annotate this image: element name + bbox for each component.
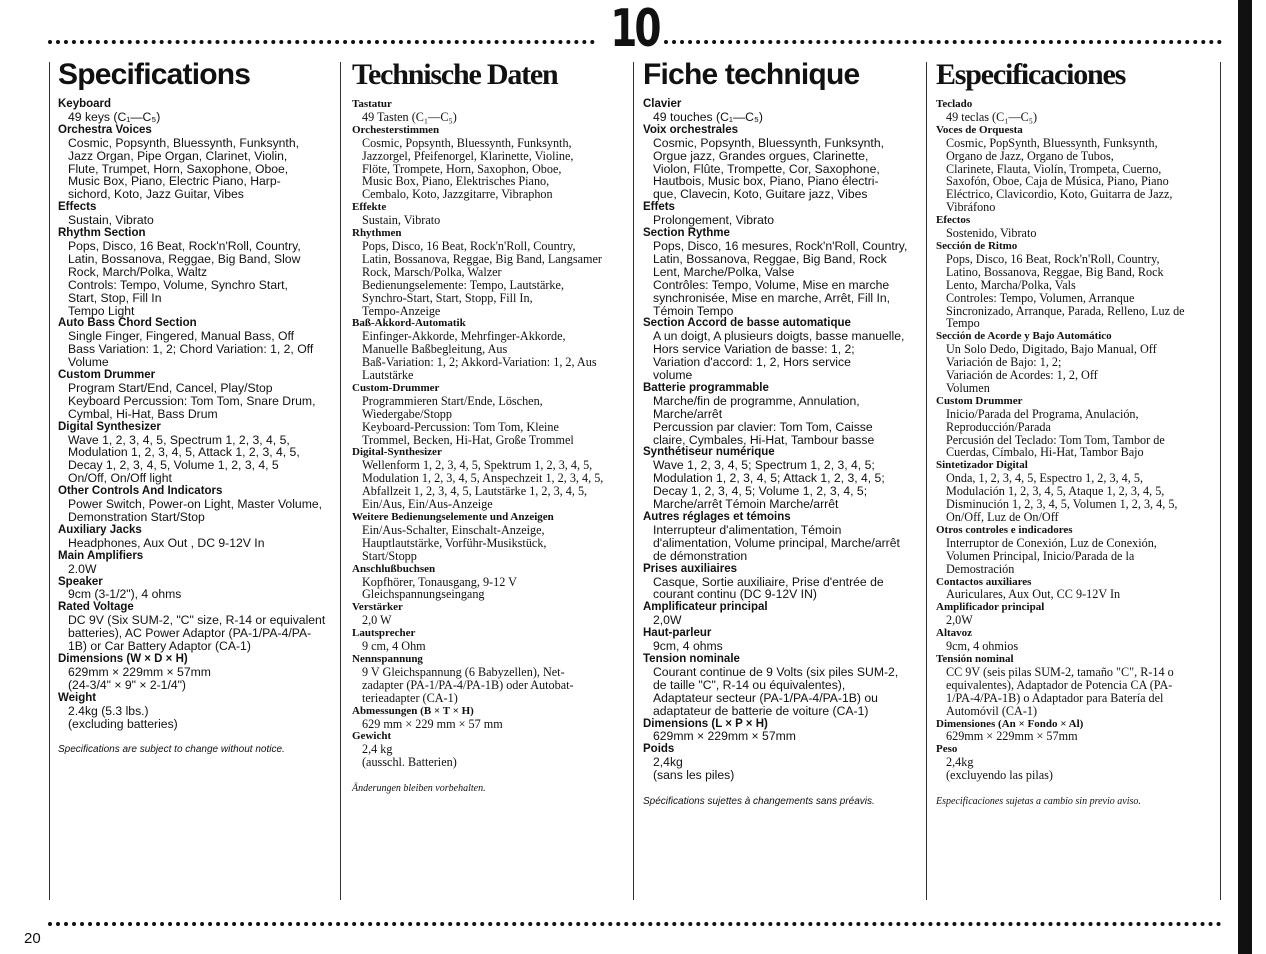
spec-value: Auriculares, Aux Out, CC 9-12V In bbox=[946, 587, 1121, 602]
spec-heading: Digital Synthesizer bbox=[58, 420, 161, 433]
spec-value: Pops, Disco, 16 Beat, Rock'n'Roll, Country, Latin, Bossanova, Reggae, Big Band, Slow Rock, March/Polka, Waltz Controls: Tempo, Volume, Synchro Start, Start, Stop, Fill In Tempo Light bbox=[68, 238, 301, 318]
spec-heading: Tastatur bbox=[352, 98, 392, 110]
spec-value: 9 cm, 4 Ohm bbox=[362, 639, 426, 654]
spec-heading: Rated Voltage bbox=[58, 601, 134, 614]
spec-value: Interruptor de Conexión, Luz de Conexión, Volumen Principal, Inicio/Parada de la Demostración bbox=[946, 535, 1157, 576]
spec-value: 9 V Gleichspannung (6 Babyzellen), Net- zadapter (PA-1/PA-4/PA-1B) oder Autobat- terieadapter (CA-1) bbox=[362, 664, 574, 705]
column-rule bbox=[340, 62, 341, 900]
spec-value: Cosmic, Popsynth, Bluessynth, Funksynth, Orgue jazz, Grandes orgues, Clarinette, Violon, Flûte, Trompette, Cor, Saxophone, Hautbois, Music box, Piano, Piano électri- que, Clavecin, Koto, Guitare jazz, Vibes bbox=[653, 135, 884, 202]
spec-heading: Baß-Akkord-Automatik bbox=[352, 317, 466, 330]
spec-heading: Poids bbox=[643, 743, 675, 756]
spec-heading: Dimensiones (An × Fondo × Al) bbox=[936, 717, 1084, 730]
spec-heading: Prises auxiliaires bbox=[643, 562, 737, 575]
spec-value: Casque, Sortie auxiliaire, Prise d'entrée de courant continu (DC 9-12V IN) bbox=[653, 574, 884, 602]
spec-heading: Voces de Orquesta bbox=[936, 123, 1023, 136]
spec-value: Sustain, Vibrato bbox=[362, 213, 441, 228]
spec-value: 2,0W bbox=[946, 613, 973, 628]
spec-value: Un Solo Dedo, Digitado, Bajo Manual, Off Variación de Bajo: 1, 2; Variación de Acordes: 1, 2, Off Volumen bbox=[946, 342, 1157, 395]
spec-heading: Tension nominale bbox=[643, 652, 740, 665]
spec-value: Ein/Aus-Schalter, Einschalt-Anzeige, Hauptlautstärke, Vorführ-Musikstück, Start/Stopp bbox=[362, 522, 547, 563]
spec-value: 9cm, 4 ohmios bbox=[946, 639, 1019, 654]
spec-value: Programmieren Start/Ende, Löschen, Wiedergabe/Stopp Keyboard-Percussion: Tom Tom, Kleine Trommel, Becken, Hi-Hat, Große Trommel bbox=[362, 393, 574, 447]
spec-value: 629mm × 229mm × 57mm bbox=[946, 729, 1078, 744]
spec-value: DC 9V (Six SUM-2, "C" size, R-14 or equivalent batteries), AC Power Adaptor (PA-1/PA-4/PA- 1B) or Car Battery Adaptor (CA-1) bbox=[68, 613, 326, 654]
spec-heading: Synthétiseur numérique bbox=[643, 446, 775, 459]
spec-value: 2.4kg (5.3 lbs.) (excluding batteries) bbox=[68, 703, 178, 731]
top-dotted-rule-right bbox=[664, 40, 1222, 44]
spec-heading: Lautsprecher bbox=[352, 627, 416, 640]
spec-heading: Keyboard bbox=[58, 98, 112, 110]
spec-value: 629 mm × 229 mm × 57 mm bbox=[362, 716, 503, 731]
spec-heading: Gewicht bbox=[352, 730, 392, 743]
column-title: Fiche technique bbox=[643, 58, 860, 91]
bottom-dotted-rule bbox=[48, 922, 1222, 926]
spec-value: Pops, Disco, 16 mesures, Rock'n'Roll, Country, Latin, Bossanova, Reggae, Big Band, Rock Lent, Marche/Polka, Valse Contrôles: Tempo, Volume, Mise en marche synchronisée, Mise en marche, Arrêt, Fill In, Témoin Tempo bbox=[653, 238, 908, 318]
spec-value: CC 9V (seis pilas SUM-2, tamaño "C", R-14 o equivalentes), Adaptador de Potencia CA (PA- 1/PA-4/PA-1B) o Adaptador para Batería del Automóvil (CA-1) bbox=[946, 664, 1174, 718]
spec-heading: Custom-Drummer bbox=[352, 381, 440, 394]
column-title: Especificaciones bbox=[936, 58, 1126, 91]
spec-value: 9cm (3-1/2"), 4 ohms bbox=[68, 587, 182, 602]
spec-value: 2,4kg (excluyendo las pilas) bbox=[946, 755, 1053, 783]
column-rule bbox=[49, 62, 50, 900]
top-dotted-rule bbox=[48, 40, 595, 44]
spec-heading: Section Rythme bbox=[643, 227, 730, 240]
change-notice: Spécifications sujettes à changements sans préavis. bbox=[643, 796, 875, 808]
spec-heading: Dimensions (W × D × H) bbox=[58, 652, 188, 665]
spec-value: Onda, 1, 2, 3, 4, 5, Espectro 1, 2, 3, 4, 5, Modulación 1, 2, 3, 4, 5, Ataque 1, 2, 3, 4, 5, Disminución 1, 2, 3, 4, 5, Volumen 1, 2, 3, 4, 5, On/Off, Luz de On/Off bbox=[946, 471, 1178, 524]
spec-heading: Otros controles e indicadores bbox=[936, 523, 1073, 536]
spec-value: 49 teclas (C₁—C₅) bbox=[946, 109, 1038, 124]
spec-heading: Custom Drummer bbox=[936, 394, 1023, 407]
spec-value: Pops, Disco, 16 Beat, Rock'n'Roll, Country, Latino, Bossanova, Reggae, Big Band, Rock Lento, Marcha/Polka, Vals Controles: Tempo, Volumen, Arranque Sincronizado, Arranque, Parada, Relleno, Luz de Tempo bbox=[946, 251, 1185, 331]
column-title: Technische Daten bbox=[352, 58, 558, 91]
spec-value: Wellenform 1, 2, 3, 4, 5, Spektrum 1, 2, 3, 4, 5, Modulation 1, 2, 3, 4, 5, Anspechzeit 1, 2, 3, 4, 5, Abfallzeit 1, 2, 3, 4, 5, Lautstärke 1, 2, 3, 4, 5, Ein/Aus, Ein/Aus-Anzeige bbox=[362, 458, 604, 512]
spec-heading: Clavier bbox=[643, 98, 682, 110]
column-title: Specifications bbox=[58, 58, 251, 91]
spec-heading: Amplificador principal bbox=[936, 601, 1045, 614]
spec-value: 2.0W bbox=[68, 561, 97, 576]
spec-heading: Auto Bass Chord Section bbox=[58, 317, 197, 330]
spec-value: Cosmic, Popsynth, Bluessynth, Funksynth, Jazz Organ, Pipe Organ, Clarinet, Violin, Flute, Trumpet, Horn, Saxophone, Oboe, Music Box, Piano, Electric Piano, Harp- sichord, Koto, Jazz Guitar, Vibes bbox=[68, 135, 299, 202]
spec-value: 2,4kg (sans les piles) bbox=[653, 755, 735, 783]
spec-value: Program Start/End, Cancel, Play/Stop Keyboard Percussion: Tom Tom, Snare Drum, Cymbal, Hi-Hat, Bass Drum bbox=[68, 380, 316, 421]
spec-value: A un doigt, A plusieurs doigts, basse manuelle, Hors service Variation de basse: 1, 2; Variation d'accord: 1, 2, Hors service volume bbox=[653, 329, 905, 383]
spec-heading: Orchestra Voices bbox=[58, 123, 152, 136]
spec-heading: Sección de Ritmo bbox=[936, 239, 1018, 252]
spec-heading: Efectos bbox=[936, 214, 971, 227]
spec-heading: Nennspannung bbox=[352, 652, 423, 665]
spec-heading: Main Amplifiers bbox=[58, 549, 144, 562]
spec-heading: Tensión nominal bbox=[936, 652, 1014, 665]
spec-value: Prolongement, Vibrato bbox=[653, 213, 775, 228]
spec-value: 49 keys (C₁—C₅) bbox=[68, 109, 161, 124]
spec-heading: Digital-Synthesizer bbox=[352, 446, 442, 459]
spec-value: Inicio/Parada del Programa, Anulación, Reproducción/Parada Percusión del Teclado: Tom Tom, Tambor de Cuerdas, Címbalo, Hi-Hat, Tambor Bajo bbox=[946, 406, 1165, 460]
change-notice: Specifications are subject to change without notice. bbox=[58, 744, 285, 756]
column-english bbox=[58, 58, 340, 757]
spec-value: Marche/fin de programme, Annulation, Marche/arrêt Percussion par clavier: Tom Tom, Caisse claire, Cymbales, Hi-Hat, Tambour basse bbox=[653, 393, 875, 447]
spec-heading: Orchesterstimmen bbox=[352, 123, 440, 136]
spec-value: Wave 1, 2, 3, 4, 5, Spectrum 1, 2, 3, 4, 5, Modulation 1, 2, 3, 4, 5, Attack 1, 2, 3, 4, 5, Decay 1, 2, 3, 4, 5, Volume 1, 2, 3, 4, 5 On/Off, On/Off light bbox=[68, 432, 300, 486]
spec-heading: Section Accord de basse automatique bbox=[643, 317, 851, 330]
column-spanish bbox=[936, 58, 1218, 809]
column-rule bbox=[926, 62, 927, 900]
spec-value: 2,4 kg (ausschl. Batterien) bbox=[362, 742, 457, 770]
spec-heading: Weight bbox=[58, 691, 97, 704]
spec-value: Pops, Disco, 16 Beat, Rock'n'Roll, Country, Latin, Bossanova, Reggae, Big Band, Langsamer Rock, Marsch/Polka, Walzer Bedienungselemente: Tempo, Lautstärke, Synchro-Start, Start, Stopp, Fill In, Tempo-Anzeige bbox=[362, 238, 602, 318]
spec-value: Cosmic, Popsynth, Bluessynth, Funksynth, Jazzorgel, Pfeifenorgel, Klarinette, Violine, Flöte, Trompete, Horn, Saxophon, Oboe, Music Box, Piano, Elektrisches Piano, Cembalo, Koto, Jazzgitarre, Vibraphon bbox=[362, 135, 574, 202]
column-german bbox=[352, 58, 632, 796]
chapter-number: 10 bbox=[610, 0, 659, 59]
change-notice: Especificaciones sujetas a cambio sin previo aviso. bbox=[936, 796, 1141, 808]
spec-value: Einfinger-Akkorde, Mehrfinger-Akkorde, Manuelle Baßbegleitung, Aus Baß-Variation: 1, 2; Akkord-Variation: 1, 2, Aus Lautstärke bbox=[362, 329, 597, 383]
spec-heading: Weitere Bedienungselemente und Anzeigen bbox=[352, 511, 554, 523]
spec-value: 629mm × 229mm × 57mm (24-3/4" × 9" × 2-1/4") bbox=[68, 664, 211, 692]
spec-value: Sostenido, Vibrato bbox=[946, 226, 1037, 241]
spec-value: Cosmic, PopSynth, Bluessynth, Funksynth, Organo de Jazz, Organo de Tubos, Clarinete, Flauta, Violín, Trompeta, Cuerno, Saxofón, Oboe, Caja de Música, Piano, Piano Eléctrico, Clavicordio, Koto, Guitarra de Jazz, Vibráfono bbox=[946, 135, 1173, 215]
spec-heading: Rhythmen bbox=[352, 227, 402, 240]
spec-heading: Haut-parleur bbox=[643, 627, 712, 640]
spec-value: 49 Tasten (C₁—C₅) bbox=[362, 109, 457, 124]
spec-value: 2,0 W bbox=[362, 613, 392, 628]
spec-heading: Sección de Acorde y Bajo Automático bbox=[936, 330, 1112, 343]
spec-value: Kopfhörer, Tonausgang, 9-12 V Gleichspannungseingang bbox=[362, 574, 517, 602]
spec-heading: Effets bbox=[643, 201, 675, 214]
spec-heading: Altavoz bbox=[936, 627, 973, 640]
spec-heading: Rhythm Section bbox=[58, 227, 146, 240]
spec-heading: Batterie programmable bbox=[643, 381, 769, 394]
spec-value: Headphones, Aux Out , DC 9-12V In bbox=[68, 535, 265, 550]
spec-value: Sustain, Vibrato bbox=[68, 213, 154, 228]
spec-value: 629mm × 229mm × 57mm bbox=[653, 729, 796, 744]
spec-heading: Speaker bbox=[58, 575, 103, 588]
spec-value: Wave 1, 2, 3, 4, 5; Spectrum 1, 2, 3, 4, 5; Modulation 1, 2, 3, 4, 5; Attack 1, 2, 3, 4, 5; Decay 1, 2, 3, 4, 5; Volume 1, 2, 3, 4, 5; Marche/arrêt Témoin Marche/arrêt bbox=[653, 458, 885, 512]
spec-heading: Teclado bbox=[936, 98, 973, 110]
column-rule bbox=[1220, 62, 1221, 900]
column-rule bbox=[633, 62, 634, 900]
spec-heading: Effekte bbox=[352, 201, 387, 214]
spec-value: 49 touches (C₁—C₅) bbox=[653, 109, 763, 124]
spec-heading: Dimensions (L × P × H) bbox=[643, 717, 768, 730]
spec-value: Single Finger, Fingered, Manual Bass, Off Bass Variation: 1, 2; Chord Variation: 1, 2, Off Volume bbox=[68, 329, 314, 370]
spec-heading: Verstärker bbox=[352, 601, 403, 614]
page-edge-bar bbox=[1238, 0, 1252, 954]
spec-value: 2,0W bbox=[653, 613, 682, 628]
page-number: 20 bbox=[24, 930, 41, 947]
spec-heading: Anschlußbuchsen bbox=[352, 562, 436, 575]
spec-value: Power Switch, Power-on Light, Master Volume, Demonstration Start/Stop bbox=[68, 497, 323, 524]
spec-heading: Contactos auxiliares bbox=[936, 575, 1032, 588]
spec-heading: Autres réglages et témoins bbox=[643, 511, 791, 523]
spec-heading: Abmessungen (B × T × H) bbox=[352, 704, 474, 717]
spec-value: Interrupteur d'alimentation, Témoin d'alimentation, Volume principal, Marche/arrêt de démonstration bbox=[653, 522, 900, 563]
spec-heading: Other Controls And Indicators bbox=[58, 485, 223, 498]
spec-heading: Custom Drummer bbox=[58, 369, 156, 382]
spec-value: Courant continue de 9 Volts (six piles SUM-2, de taille "C", R-14 ou équivalentes), Adaptateur secteur (PA-1/PA-4/PA-1B) ou adaptateur de batterie de voiture (CA-1) bbox=[653, 664, 899, 718]
column-french bbox=[643, 58, 925, 809]
spec-heading: Auxiliary Jacks bbox=[58, 523, 142, 536]
spec-heading: Peso bbox=[936, 743, 958, 756]
change-notice: Änderungen bleiben vorbehalten. bbox=[352, 783, 486, 795]
spec-value: 9cm, 4 ohms bbox=[653, 639, 723, 654]
spec-heading: Voix orchestrales bbox=[643, 123, 739, 136]
spec-heading: Amplificateur principal bbox=[643, 601, 768, 614]
spec-heading: Effects bbox=[58, 201, 97, 214]
spec-heading: Sintetizador Digital bbox=[936, 459, 1028, 472]
